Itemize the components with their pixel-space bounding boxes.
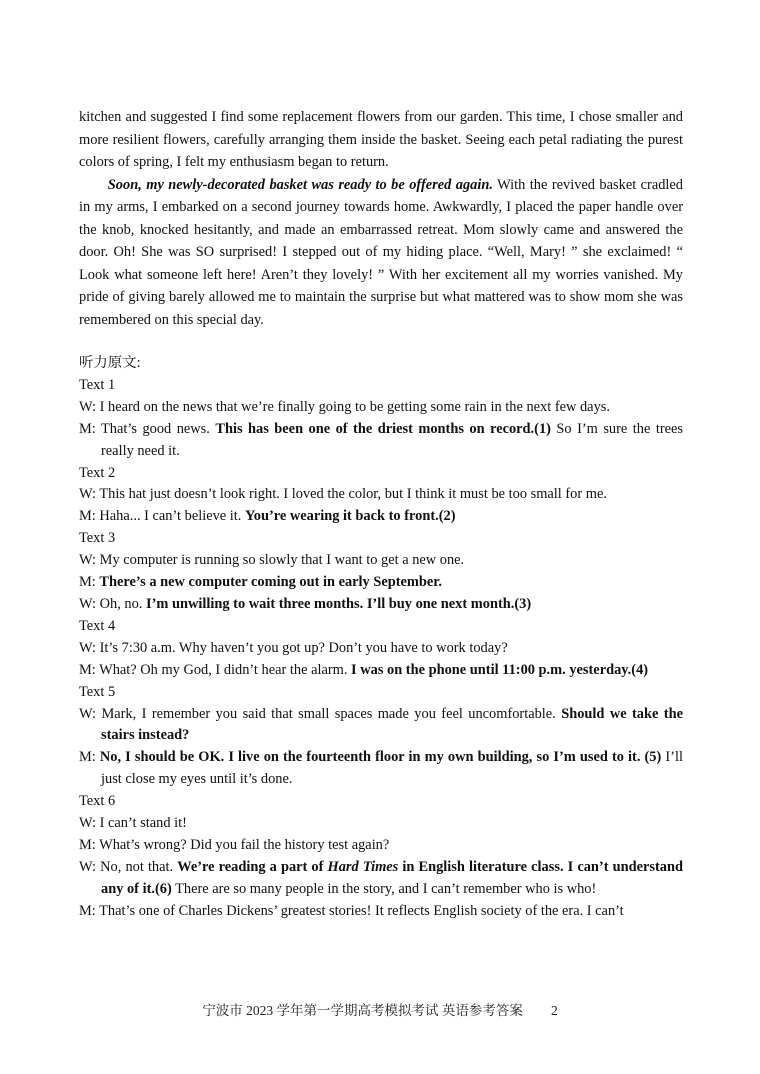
text-1-m1 bbox=[79, 419, 683, 463]
text-2-label: Text 2 bbox=[79, 464, 116, 481]
text-6-w2-answer-start: We’re reading a part of bbox=[177, 858, 328, 875]
text-1-m1-answer: This has been one of the driest months on record.(1) bbox=[215, 420, 551, 437]
text-5-w1 bbox=[79, 704, 683, 748]
text-1-m1-plain: M: That’s good news. bbox=[79, 420, 216, 437]
text-3-w2-answer: I’m unwilling to wait three months. I’ll buy one next month.(3) bbox=[146, 595, 532, 612]
page-number: 2 bbox=[550, 1003, 558, 1018]
text-3-w2-plain: W: Oh, no. bbox=[79, 595, 147, 612]
text-5-m1-tail: I’ll just close my eyes until it’s done. bbox=[101, 749, 683, 788]
text-6-m2: M: That’s one of Charles Dickens’ greatest stories! It reflects English society of the era. I can’t bbox=[79, 902, 624, 919]
text-5-w1-bold: Should we take the stairs instead? bbox=[101, 705, 683, 744]
text-1-w1: W: I heard on the news that we’re finally going to be getting some rain in the next few days. bbox=[79, 398, 610, 415]
listening-heading: 听力原文: bbox=[79, 355, 141, 371]
text-5-m1 bbox=[79, 747, 683, 791]
text-4-label: Text 4 bbox=[79, 617, 116, 634]
text-6-w2 bbox=[79, 857, 683, 901]
text-3-m1 bbox=[79, 572, 683, 594]
story-paragraph-2 bbox=[79, 174, 683, 332]
story-paragraph-2-lead: Soon, my newly-decorated basket was ready to be offered again. bbox=[107, 176, 493, 193]
text-5-w1-plain: W: Mark, I remember you said that small spaces made you feel uncomfortable. bbox=[79, 705, 562, 722]
text-2-m1 bbox=[79, 506, 683, 528]
text-3-w1: W: My computer is running so slowly that I want to get a new one. bbox=[79, 552, 465, 569]
text-4-m1 bbox=[79, 660, 683, 682]
text-6-label: Text 6 bbox=[79, 793, 116, 810]
text-1-m1-tail: So I’m sure the trees really need it. bbox=[101, 420, 683, 459]
story-paragraph-1: kitchen and suggested I find some replacement flowers from our garden. This time, I chose smaller and more resilient flowers, carefully arranging them inside the basket. Seeing each petal radiating the purest colors of spring, I felt my enthusiasm began to return. bbox=[79, 109, 683, 170]
text-6-w1: W: I can’t stand it! bbox=[79, 815, 187, 832]
text-4-m1-plain: M: What? Oh my God, I didn’t hear the alarm. bbox=[79, 661, 352, 678]
text-2-m1-plain: M: Haha... I can’t believe it. bbox=[79, 508, 245, 525]
text-6-w2-answer-end: in English literature class. I can’t understand any of it.(6) bbox=[101, 858, 684, 897]
text-1-label: Text 1 bbox=[79, 376, 116, 393]
text-3-w2 bbox=[79, 594, 683, 616]
text-3-m1-speaker: M: bbox=[79, 574, 100, 591]
text-2-m1-answer: You’re wearing it back to front.(2) bbox=[244, 508, 456, 525]
story-paragraph-2-rest: With the revived basket cradled in my arms, I embarked on a second journey towards home. Awkwardly, I placed the paper handle over the knob, knocked hesitantly, and made an embarrassed retreat. Mom slowly came and answered the door. Oh! She was SO surprised! I stepped out of my hiding place. “Well, Mary! ” she exclaimed! “ Look what someone left here! Aren’t they lovely! ” With her excitement all my worries vanished. My pride of giving barely allowed me to maintain the surprise but what mattered was to show mom she was remembered on this special day. bbox=[79, 176, 683, 328]
document-body bbox=[79, 106, 683, 923]
text-3-m1-answer: There’s a new computer coming out in early September. bbox=[99, 574, 442, 591]
text-4-w1: W: It’s 7:30 a.m. Why haven’t you got up? Don’t you have to work today? bbox=[79, 639, 508, 656]
text-5-m1-speaker: M: bbox=[79, 749, 100, 766]
text-5-m1-answer: No, I should be OK. I live on the fourteenth floor in my own building, so I’m used to it. (5) bbox=[99, 749, 662, 766]
text-6-w2-plain: W: No, not that. bbox=[79, 858, 178, 875]
text-5-label: Text 5 bbox=[79, 683, 116, 700]
page-footer bbox=[0, 999, 760, 1019]
text-4-m1-answer: I was on the phone until 11:00 p.m. yesterday.(4) bbox=[351, 661, 649, 678]
text-6-w2-tail: There are so many people in the story, and I can’t remember who is who! bbox=[171, 880, 597, 897]
text-6-m1: M: What’s wrong? Did you fail the history test again? bbox=[79, 836, 390, 853]
text-3-label: Text 3 bbox=[79, 530, 116, 547]
text-6-w2-book-title: Hard Times bbox=[327, 858, 399, 875]
footer-title: 宁波市 2023 学年第一学期高考模拟考试 英语参考答案 bbox=[202, 1003, 523, 1018]
text-2-w1: W: This hat just doesn’t look right. I loved the color, but I think it must be too small for me. bbox=[79, 486, 607, 503]
